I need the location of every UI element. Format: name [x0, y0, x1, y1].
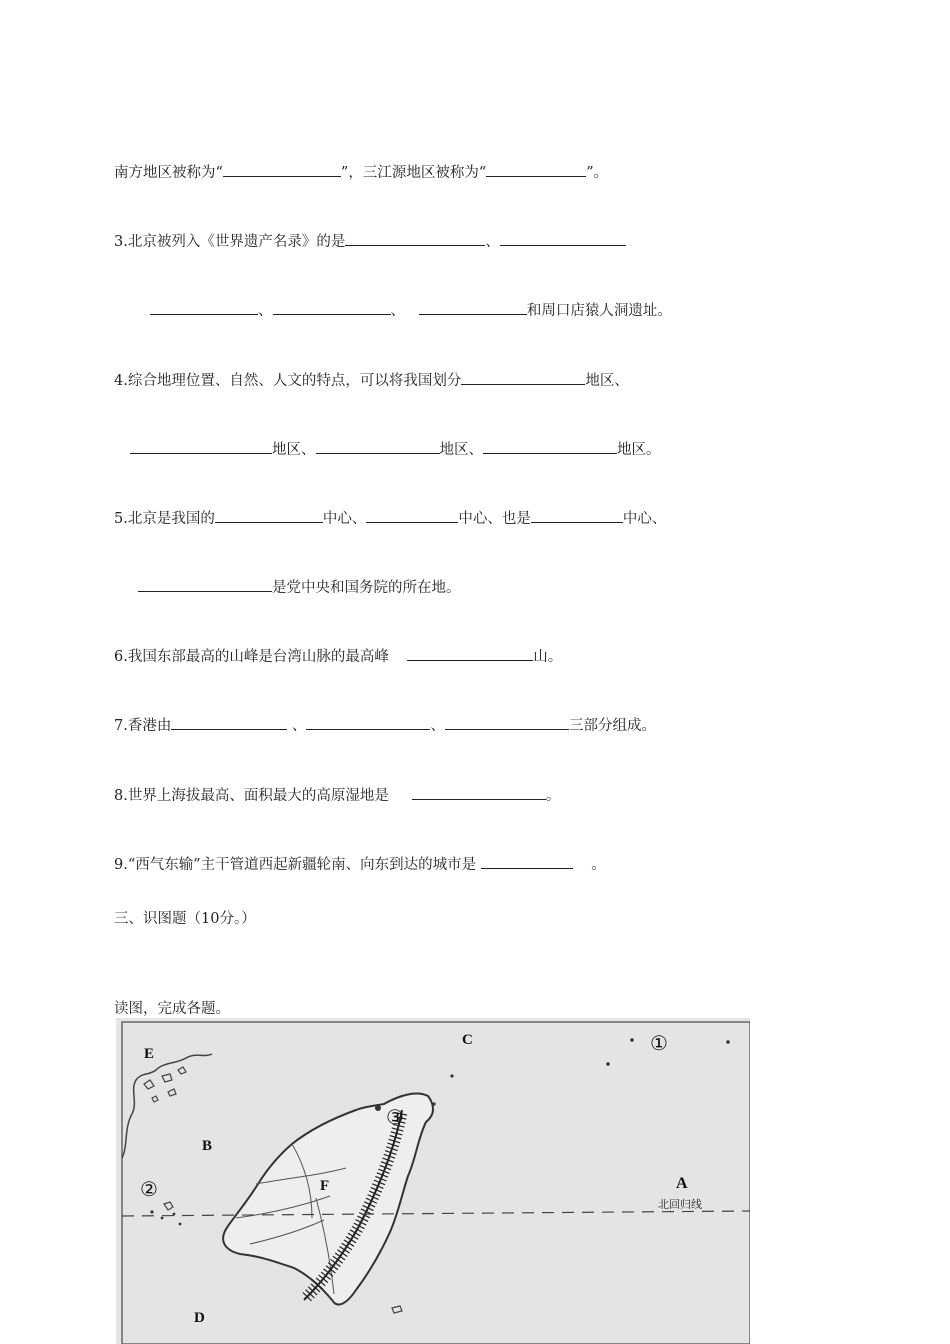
answer-blank[interactable]	[273, 300, 391, 315]
answer-blank[interactable]	[223, 162, 341, 177]
label-E: E	[144, 1046, 155, 1062]
answer-blank[interactable]	[215, 508, 323, 523]
answer-blank[interactable]	[531, 508, 623, 523]
answer-blank[interactable]	[481, 854, 573, 869]
taiwan-map	[116, 1018, 750, 1344]
answer-blank[interactable]	[345, 231, 485, 246]
label-circled-1: ①	[650, 1031, 668, 1055]
answer-blank[interactable]	[316, 439, 440, 454]
question-2-continued: 南方地区被称为“ ”，三江源地区被称为“ ”。	[114, 162, 608, 182]
answer-blank[interactable]	[483, 439, 617, 454]
answer-blank[interactable]	[445, 715, 569, 730]
answer-blank[interactable]	[130, 439, 272, 454]
answer-blank[interactable]	[407, 646, 533, 661]
question-7: 7.香港由 、 、 三部分组成。	[114, 715, 656, 735]
tropic-of-cancer-label: 北回归线	[658, 1198, 702, 1211]
question-3: 3.北京被列入《世界遗产名录》的是 、	[114, 231, 626, 251]
question-9: 9.“西气东输”主干管道西起新疆轮南、向东到达的城市是 。	[114, 854, 606, 874]
question-6: 6.我国东部最高的山峰是台湾山脉的最高峰 山。	[114, 646, 562, 666]
label-circled-2: ②	[140, 1177, 158, 1201]
map-instruction: 读图，完成各题。	[114, 1001, 230, 1017]
label-F: F	[320, 1178, 330, 1194]
question-4: 4.综合地理位置、自然、人文的特点，可以将我国划分 地区、	[114, 370, 629, 390]
answer-blank[interactable]	[138, 577, 272, 592]
answer-blank[interactable]	[500, 231, 626, 246]
question-8: 8.世界上海拔最高、面积最大的高原湿地是 。	[114, 785, 560, 805]
question-5: 5.北京是我国的 中心、 中心、也是 中心、	[114, 508, 666, 528]
answer-blank[interactable]	[412, 785, 546, 800]
label-D: D	[194, 1310, 205, 1326]
answer-blank[interactable]	[150, 300, 258, 315]
label-C: C	[462, 1032, 473, 1048]
answer-blank[interactable]	[486, 162, 586, 177]
answer-blank[interactable]	[461, 370, 585, 385]
answer-blank[interactable]	[419, 300, 527, 315]
question-4-line-2: 地区、 地区、 地区。	[130, 439, 661, 459]
answer-blank[interactable]	[366, 508, 458, 523]
question-5-line-2: 是党中央和国务院的所在地。	[138, 577, 461, 597]
answer-blank[interactable]	[171, 715, 287, 730]
label-A: A	[676, 1175, 688, 1192]
label-B: B	[202, 1138, 213, 1154]
label-circled-3: ③	[386, 1105, 404, 1129]
section-3-heading: 三、识图题（10分。）	[114, 911, 256, 927]
answer-blank[interactable]	[306, 715, 430, 730]
question-3-line-2: 、 、 和周口店猿人洞遗址。	[150, 300, 672, 320]
